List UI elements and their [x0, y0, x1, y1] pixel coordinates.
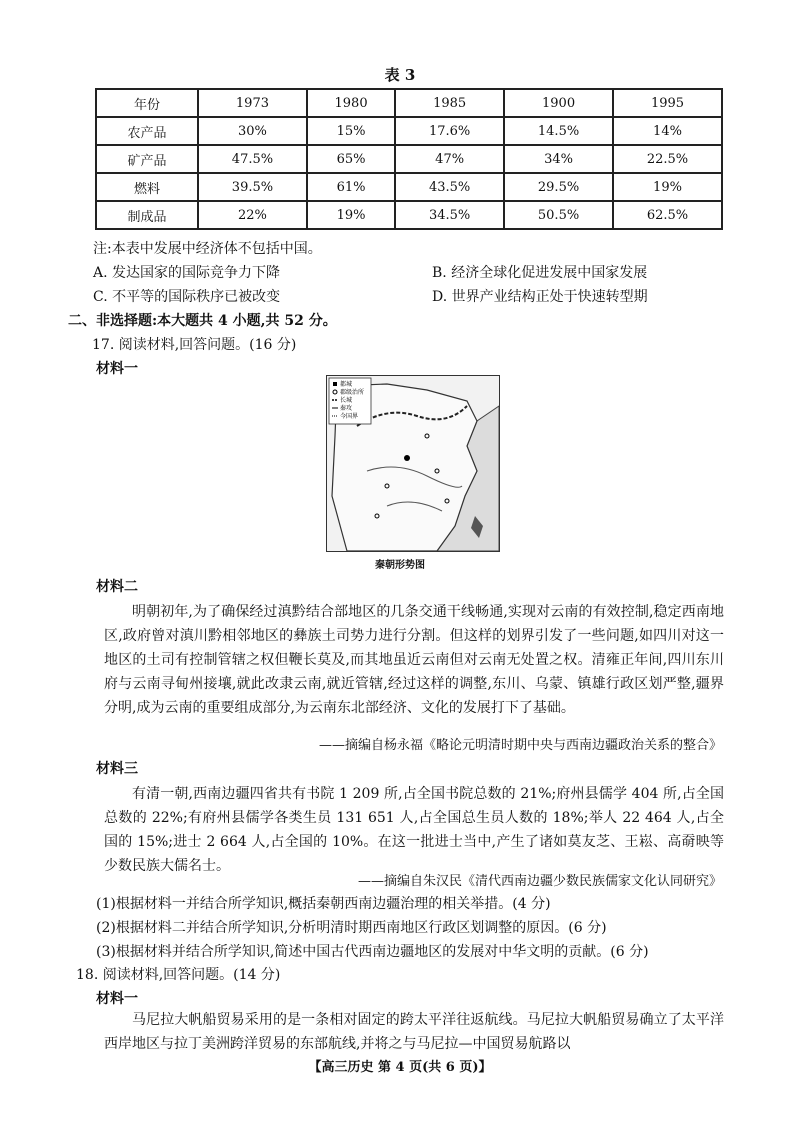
option-d: D. 世界产业结构正处于快速转型期	[432, 289, 648, 305]
table-cell: 14%	[613, 117, 722, 145]
q17-material-3-source: ——摘编自朱汉民《清代西南边疆少数民族儒家文化认同研究》	[357, 874, 722, 889]
legend-item: 都城	[340, 381, 353, 388]
q18-material-1-label: 材料一	[96, 991, 138, 1007]
table-title: 表 3	[384, 66, 416, 84]
table-cell: 19%	[613, 173, 722, 201]
option-a: A. 发达国家的国际竞争力下降	[93, 265, 281, 281]
q17-sub-question-2: (2)根据材料二并结合所学知识,分析明清时期西南地区行政区划调整的原因。(6 分)	[96, 920, 607, 936]
row-label-cell: 燃料	[96, 173, 198, 201]
table-row	[96, 117, 722, 145]
table-cell: 17.6%	[395, 117, 504, 145]
table-cell: 34.5%	[395, 201, 504, 229]
export-structure-table	[95, 88, 723, 230]
qin-dynasty-map	[326, 375, 500, 552]
table-cell: 22%	[198, 201, 307, 229]
table-cell: 43.5%	[395, 173, 504, 201]
table-row	[96, 145, 722, 173]
table-cell: 47.5%	[198, 145, 307, 173]
table-cell: 50.5%	[504, 201, 613, 229]
legend-item: 长城	[340, 397, 353, 404]
q17-material-3-label: 材料三	[96, 761, 138, 777]
table-cell: 22.5%	[613, 145, 722, 173]
row-label-cell: 年份	[96, 89, 198, 117]
material-3-paragraph: 有清一朝,西南边疆四省共有书院 1 209 所,占全国书院总数的 21%;府州县儒学 404 所,占全国总数的 22%;有府州县儒学各类生员 131 651 人,占全国总生员人数的 18%;举人 22 464 人,占全国的 15%;进士 2 664 人,占全国的 10%。在这一批进士当中,产生了诸如莫友芝、王崧、高奣映等少数民族大儒名士。	[104, 786, 724, 874]
q17-material-2-text	[104, 600, 724, 720]
q17-material-1-label: 材料一	[96, 361, 138, 377]
table-cell: 65%	[307, 145, 395, 173]
page-footer: 【高三历史 第 4 页(共 6 页)】	[308, 1060, 492, 1075]
q18-material-1-text	[104, 1008, 724, 1056]
q18-material-1-paragraph: 马尼拉大帆船贸易采用的是一条相对固定的跨太平洋往返航线。马尼拉大帆船贸易确立了太平洋西岸地区与拉丁美洲跨洋贸易的东部航线,并将之与马尼拉—中国贸易航路以	[104, 1012, 724, 1052]
table-cell: 29.5%	[504, 173, 613, 201]
table-cell: 1985	[395, 89, 504, 117]
table-cell: 1900	[504, 89, 613, 117]
legend-item: 今国界	[340, 413, 359, 420]
table-cell: 15%	[307, 117, 395, 145]
section-2-heading: 二、非选择题:本大题共 4 小题,共 52 分。	[68, 313, 337, 329]
material-2-paragraph: 明朝初年,为了确保经过滇黔结合部地区的几条交通干线畅通,实现对云南的有效控制,稳定西南地区,政府曾对滇川黔相邻地区的彝族土司势力进行分割。但这样的划界引发了一些问题,如四川对这一地区的土司有控制管辖之权但鞭长莫及,而其地虽近云南但对云南无处置之权。清雍正年间,四川东川府与云南寻甸州接壤,就此改隶云南,就近管辖,经过这样的调整,东川、乌蒙、镇雄行政区划严整,疆界分明,成为云南的重要组成部分,为云南东北部经济、文化的发展打下了基础。	[104, 604, 724, 716]
row-label-cell: 矿产品	[96, 145, 198, 173]
table-cell: 1973	[198, 89, 307, 117]
q17-sub-question-3: (3)根据材料并结合所学知识,简述中国古代西南边疆地区的发展对中华文明的贡献。(6 分)	[96, 944, 649, 960]
table-cell: 19%	[307, 201, 395, 229]
table-cell: 34%	[504, 145, 613, 173]
table-cell: 1995	[613, 89, 722, 117]
row-label-cell: 农产品	[96, 117, 198, 145]
table-cell: 62.5%	[613, 201, 722, 229]
map-graphic	[327, 376, 499, 551]
option-b: B. 经济全球化促进发展中国家发展	[432, 265, 648, 281]
table-cell: 1980	[307, 89, 395, 117]
q17-material-3-text	[104, 782, 724, 878]
table-cell: 14.5%	[504, 117, 613, 145]
table-cell: 39.5%	[198, 173, 307, 201]
row-label-cell: 制成品	[96, 201, 198, 229]
legend-item: 郡级治所	[340, 389, 365, 396]
question-18-title: 18. 阅读材料,回答问题。(14 分)	[76, 967, 281, 983]
q17-sub-question-1: (1)根据材料一并结合所学知识,概括秦朝西南边疆治理的相关举措。(4 分)	[96, 896, 551, 912]
legend-item: 秦攻	[340, 405, 353, 412]
q17-material-2-source: ——摘编自杨永福《略论元明清时期中央与西南边疆政治关系的整合》	[318, 738, 722, 753]
question-17-title: 17. 阅读材料,回答问题。(16 分)	[92, 337, 297, 353]
table-cell: 47%	[395, 145, 504, 173]
option-c: C. 不平等的国际秩序已被改变	[93, 289, 281, 305]
table-row	[96, 173, 722, 201]
table-cell: 30%	[198, 117, 307, 145]
q17-material-2-label: 材料二	[96, 579, 138, 595]
table-row	[96, 201, 722, 229]
map-caption: 秦朝形势图	[375, 560, 425, 571]
table-cell: 61%	[307, 173, 395, 201]
table-note: 注:本表中发展中经济体不包括中国。	[93, 241, 322, 257]
table-header-row	[96, 89, 722, 117]
